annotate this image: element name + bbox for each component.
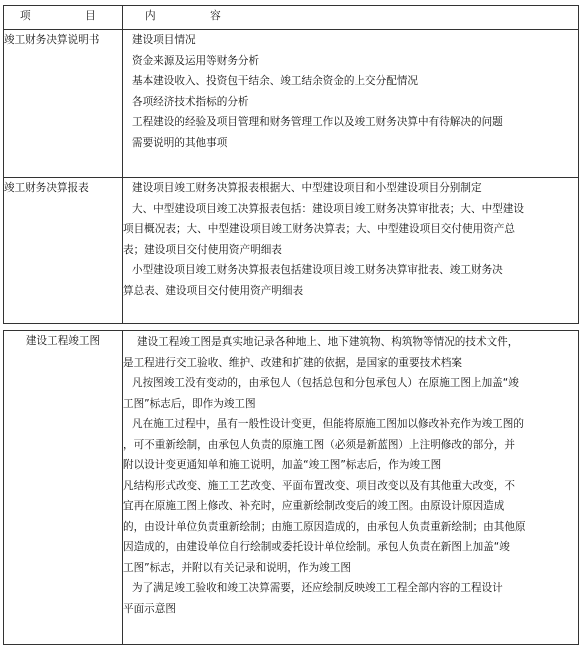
content-line: 算总表、建设项目交付使用资产明细表 xyxy=(123,284,304,297)
content-line: 资金来源及运用等财务分析 xyxy=(132,54,260,67)
row-label: 竣工财务决算报表 xyxy=(4,178,123,324)
row-content xyxy=(123,30,579,178)
content-line: 小型建设项目竣工财务决算报表包括建设项目竣工财务决算审批表、竣工财务决 xyxy=(132,264,503,276)
content-line: 工图”标志后，即作为竣工图 xyxy=(123,397,256,410)
row-content xyxy=(123,178,579,324)
as-built-drawing-table xyxy=(3,330,579,645)
content-line: 各项经济技术指标的分析 xyxy=(132,95,249,108)
content-line: 凡在施工过程中，虽有一般性设计变更，但能将原施工图加以修改补充作为竣工图的 xyxy=(132,418,524,430)
content-line: 建设项目情况 xyxy=(132,34,196,46)
content-line: 需要说明的其他事项 xyxy=(132,136,228,149)
row-label: 竣工财务决算说明书 xyxy=(4,30,123,178)
content-line: 因造成的，由建设单位自行绘制或委托设计单位绘制。承包人负责在新图上加盖“竣 xyxy=(123,541,510,553)
financial-settlement-table xyxy=(3,5,579,324)
content-line: 宜再在原施工图上修改、补充时，应重新绘制改变后的竣工图。由原设计原因造成 xyxy=(123,500,505,512)
row-content xyxy=(123,331,579,645)
content-line: ，可不重新绘制，由承包人负责的原施工图（必须是新蓝图）上注明修改的部分，并 xyxy=(123,438,515,451)
content-line: 工图”标志，并附以有关记录和说明，作为竣工图 xyxy=(123,561,351,574)
content-line: 大、中型建设项目竣工决算报表包括：建设项目竣工财务决算审批表；大、中型建设 xyxy=(132,202,524,215)
row-label: 建设工程竣工图 xyxy=(4,331,123,645)
content-line: 基本建设收入、投资包干结余、竣工结余资金的上交分配情况 xyxy=(132,75,419,87)
table-header-row xyxy=(4,6,579,30)
content-line: 工程建设的经验及项目管理和财务管理工作以及竣工财务决算中有待解决的问题 xyxy=(132,116,503,128)
header-content-cell xyxy=(123,6,579,30)
header-item-cell xyxy=(4,6,123,30)
content-line: 的，由设计单位负责重新绘制；由施工原因造成的，由承包人负责重新绘制；由其他原 xyxy=(123,520,526,533)
header-content-label: 内 容 xyxy=(145,10,243,22)
content-line: 凡按图竣工没有变动的，由承包人（包括总包和分包承包人）在原施工图上加盖“竣 xyxy=(132,377,519,389)
content-line: 平面示意图 xyxy=(123,602,176,615)
content-line: 附以设计变更通知单和施工说明，加盖“竣工图”标志后，作为竣工图 xyxy=(123,459,442,471)
table-row xyxy=(4,30,579,178)
content-line: 建设工程竣工图是真实地记录各种地上、地下建筑物、构筑物等情况的技术文件， xyxy=(137,336,519,348)
header-item-label: 项 目 xyxy=(20,10,118,22)
content-line: 表；建设项目交付使用资产明细表 xyxy=(123,243,282,256)
content-line: 项目概况表；大、中型建设项目竣工财务决算表；大、中型建设项目交付使用资产总 xyxy=(123,223,515,235)
table-row xyxy=(4,331,579,645)
content-line: 是工程进行交工验收、维护、改建和扩建的依据，是国家的重要技术档案 xyxy=(123,356,462,369)
content-line: 为了满足竣工验收和竣工决算需要，还应绘制反映竣工工程全部内容的工程设计 xyxy=(132,582,503,594)
table-row xyxy=(4,178,579,324)
content-line: 凡结构形式改变、施工工艺改变、平面布置改变、项目改变以及有其他重大改变，不 xyxy=(123,479,515,492)
content-line: 建设项目竣工财务决算报表根据大、中型建设项目和小型建设项目分别制定 xyxy=(132,182,482,194)
